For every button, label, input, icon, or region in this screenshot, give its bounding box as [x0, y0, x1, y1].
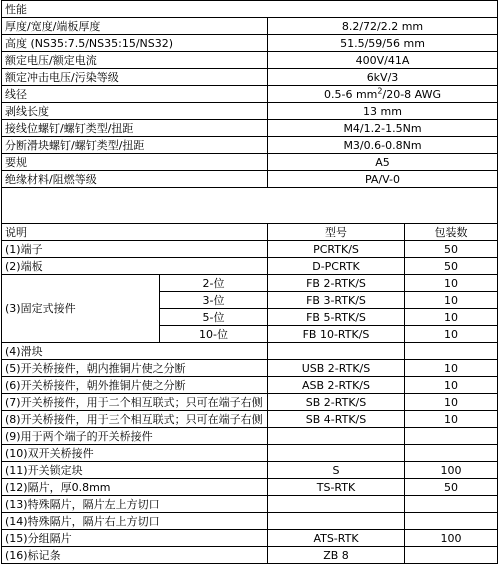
- accessory-desc: (15)分组隔片: [2, 530, 268, 547]
- accessory-qty: 100: [405, 462, 498, 479]
- accessory-qty: [405, 547, 498, 564]
- accessory-position: 2-位: [160, 275, 268, 292]
- accessory-qty: 10: [405, 360, 498, 377]
- accessory-model: FB 10-RTK/S: [268, 326, 405, 343]
- accessory-qty: 10: [405, 377, 498, 394]
- accessory-row: [2, 241, 498, 258]
- accessory-desc: (6)开关桥接件，朝外推铜片使之分断: [2, 377, 268, 394]
- accessory-row: [2, 360, 498, 377]
- accessory-qty: 10: [405, 411, 498, 428]
- accessory-model: FB 5-RTK/S: [268, 309, 405, 326]
- accessory-qty: [405, 513, 498, 530]
- accessory-model: [268, 445, 405, 462]
- spec-value: 400V/41A: [268, 52, 498, 69]
- accessory-desc: (8)开关桥接件，用于三个相互联式；只可在端子右侧: [2, 411, 268, 428]
- accessory-row: [2, 496, 498, 513]
- datasheet-table: [1, 0, 498, 564]
- accessory-desc: (5)开关桥接件，朝内推铜片使之分断: [2, 360, 268, 377]
- column-header-desc: 说明: [2, 224, 268, 241]
- accessory-position: 5-位: [160, 309, 268, 326]
- accessory-model: ASB 2-RTK/S: [268, 377, 405, 394]
- accessory-qty: 50: [405, 258, 498, 275]
- accessory-desc: (9)用于两个端子的开关桥接件: [2, 428, 268, 445]
- accessory-qty: 10: [405, 394, 498, 411]
- spec-value-superscript: 2: [377, 85, 383, 95]
- spacer-cell: [2, 188, 498, 224]
- accessory-qty: 10: [405, 275, 498, 292]
- accessory-qty: 10: [405, 309, 498, 326]
- accessory-model: ZB 8: [268, 547, 405, 564]
- spec-value: 8.2/72/2.2 mm: [268, 18, 498, 35]
- accessories-header-row: [2, 224, 498, 241]
- accessory-desc: (1)端子: [2, 241, 268, 258]
- spec-label: 要规: [2, 154, 268, 171]
- spec-value: 6kV/3: [268, 69, 498, 86]
- accessory-row: [2, 377, 498, 394]
- accessory-row: [2, 411, 498, 428]
- accessory-model: FB 3-RTK/S: [268, 292, 405, 309]
- spec-row: [2, 120, 498, 137]
- accessory-model: USB 2-RTK/S: [268, 360, 405, 377]
- accessory-row: [2, 479, 498, 496]
- accessory-position: 10-位: [160, 326, 268, 343]
- spec-row: [2, 86, 498, 103]
- section-spacer: [2, 188, 498, 224]
- accessory-model: SB 4-RTK/S: [268, 411, 405, 428]
- accessory-qty: 100: [405, 530, 498, 547]
- spec-label: 高度 (NS35:7.5/NS35:15/NS32): [2, 35, 268, 52]
- accessory-model: FB 2-RTK/S: [268, 275, 405, 292]
- accessory-qty: 10: [405, 292, 498, 309]
- spec-label: 额定冲击电压/污染等级: [2, 69, 268, 86]
- product-datasheet: [1, 0, 497, 564]
- accessory-desc: (14)特殊隔片，隔片右上方切口: [2, 513, 268, 530]
- spec-value: [268, 86, 498, 103]
- spec-value-tail: /20-8 AWG: [382, 87, 441, 101]
- accessory-model: [268, 513, 405, 530]
- accessory-qty: 50: [405, 241, 498, 258]
- accessory-desc: (4)滑块: [2, 343, 268, 360]
- accessory-model: S: [268, 462, 405, 479]
- spec-value: A5: [268, 154, 498, 171]
- spec-row: [2, 52, 498, 69]
- spec-row: [2, 103, 498, 120]
- spec-label: 厚度/宽度/端板厚度: [2, 18, 268, 35]
- accessory-desc: (3)固定式接件: [2, 275, 160, 343]
- accessory-row: [2, 547, 498, 564]
- spec-value: 13 mm: [268, 103, 498, 120]
- accessory-row: [2, 445, 498, 462]
- spec-value: PA/V-0: [268, 171, 498, 188]
- spec-label: 接线位螺钉/螺钉类型/扭距: [2, 120, 268, 137]
- accessory-row: [2, 462, 498, 479]
- accessory-row: [2, 428, 498, 445]
- accessory-row-fixed: [2, 275, 498, 292]
- accessory-model: D-PCRTK: [268, 258, 405, 275]
- spec-label: 线径: [2, 86, 268, 103]
- spec-row: [2, 18, 498, 35]
- accessory-model: [268, 428, 405, 445]
- spec-label: 剥线长度: [2, 103, 268, 120]
- spec-row: [2, 137, 498, 154]
- accessory-desc: (7)开关桥接件，用于二个相互联式；只可在端子右侧: [2, 394, 268, 411]
- accessory-model: [268, 343, 405, 360]
- accessory-desc: (10)双开关桥接件: [2, 445, 268, 462]
- spec-value-main: 0.5-6 mm: [324, 87, 378, 101]
- specs-header-row: [2, 1, 498, 18]
- spec-value: M4/1.2-1.5Nm: [268, 120, 498, 137]
- spec-value: 51.5/59/56 mm: [268, 35, 498, 52]
- accessory-qty: [405, 428, 498, 445]
- accessory-row: [2, 258, 498, 275]
- accessory-row: [2, 394, 498, 411]
- accessory-desc: (13)特殊隔片，隔片左上方切口: [2, 496, 268, 513]
- column-header-qty: 包装数: [405, 224, 498, 241]
- accessory-qty: [405, 445, 498, 462]
- accessory-qty: 50: [405, 479, 498, 496]
- spec-row: [2, 35, 498, 52]
- accessory-model: ATS-RTK: [268, 530, 405, 547]
- accessory-desc: (2)端板: [2, 258, 268, 275]
- accessory-model: SB 2-RTK/S: [268, 394, 405, 411]
- accessory-model: PCRTK/S: [268, 241, 405, 258]
- spec-value: M3/0.6-0.8Nm: [268, 137, 498, 154]
- accessory-desc: (12)隔片，厚0.8mm: [2, 479, 268, 496]
- accessory-row: [2, 513, 498, 530]
- accessory-row: [2, 530, 498, 547]
- spec-label: 额定电压/额定电流: [2, 52, 268, 69]
- spec-label: 绝缘材料/阻燃等级: [2, 171, 268, 188]
- spec-label: 分断滑块螺钉/螺钉类型/扭距: [2, 137, 268, 154]
- specs-header: 性能: [2, 1, 498, 18]
- spec-row: [2, 69, 498, 86]
- accessory-desc: (16)标记条: [2, 547, 268, 564]
- accessory-qty: [405, 496, 498, 513]
- accessory-row: [2, 343, 498, 360]
- spec-row: [2, 171, 498, 188]
- accessory-position: 3-位: [160, 292, 268, 309]
- spec-row: [2, 154, 498, 171]
- accessory-model: [268, 496, 405, 513]
- accessory-qty: 10: [405, 326, 498, 343]
- accessory-model: TS-RTK: [268, 479, 405, 496]
- accessory-qty: [405, 343, 498, 360]
- accessory-desc: (11)开关锁定块: [2, 462, 268, 479]
- column-header-model: 型号: [268, 224, 405, 241]
